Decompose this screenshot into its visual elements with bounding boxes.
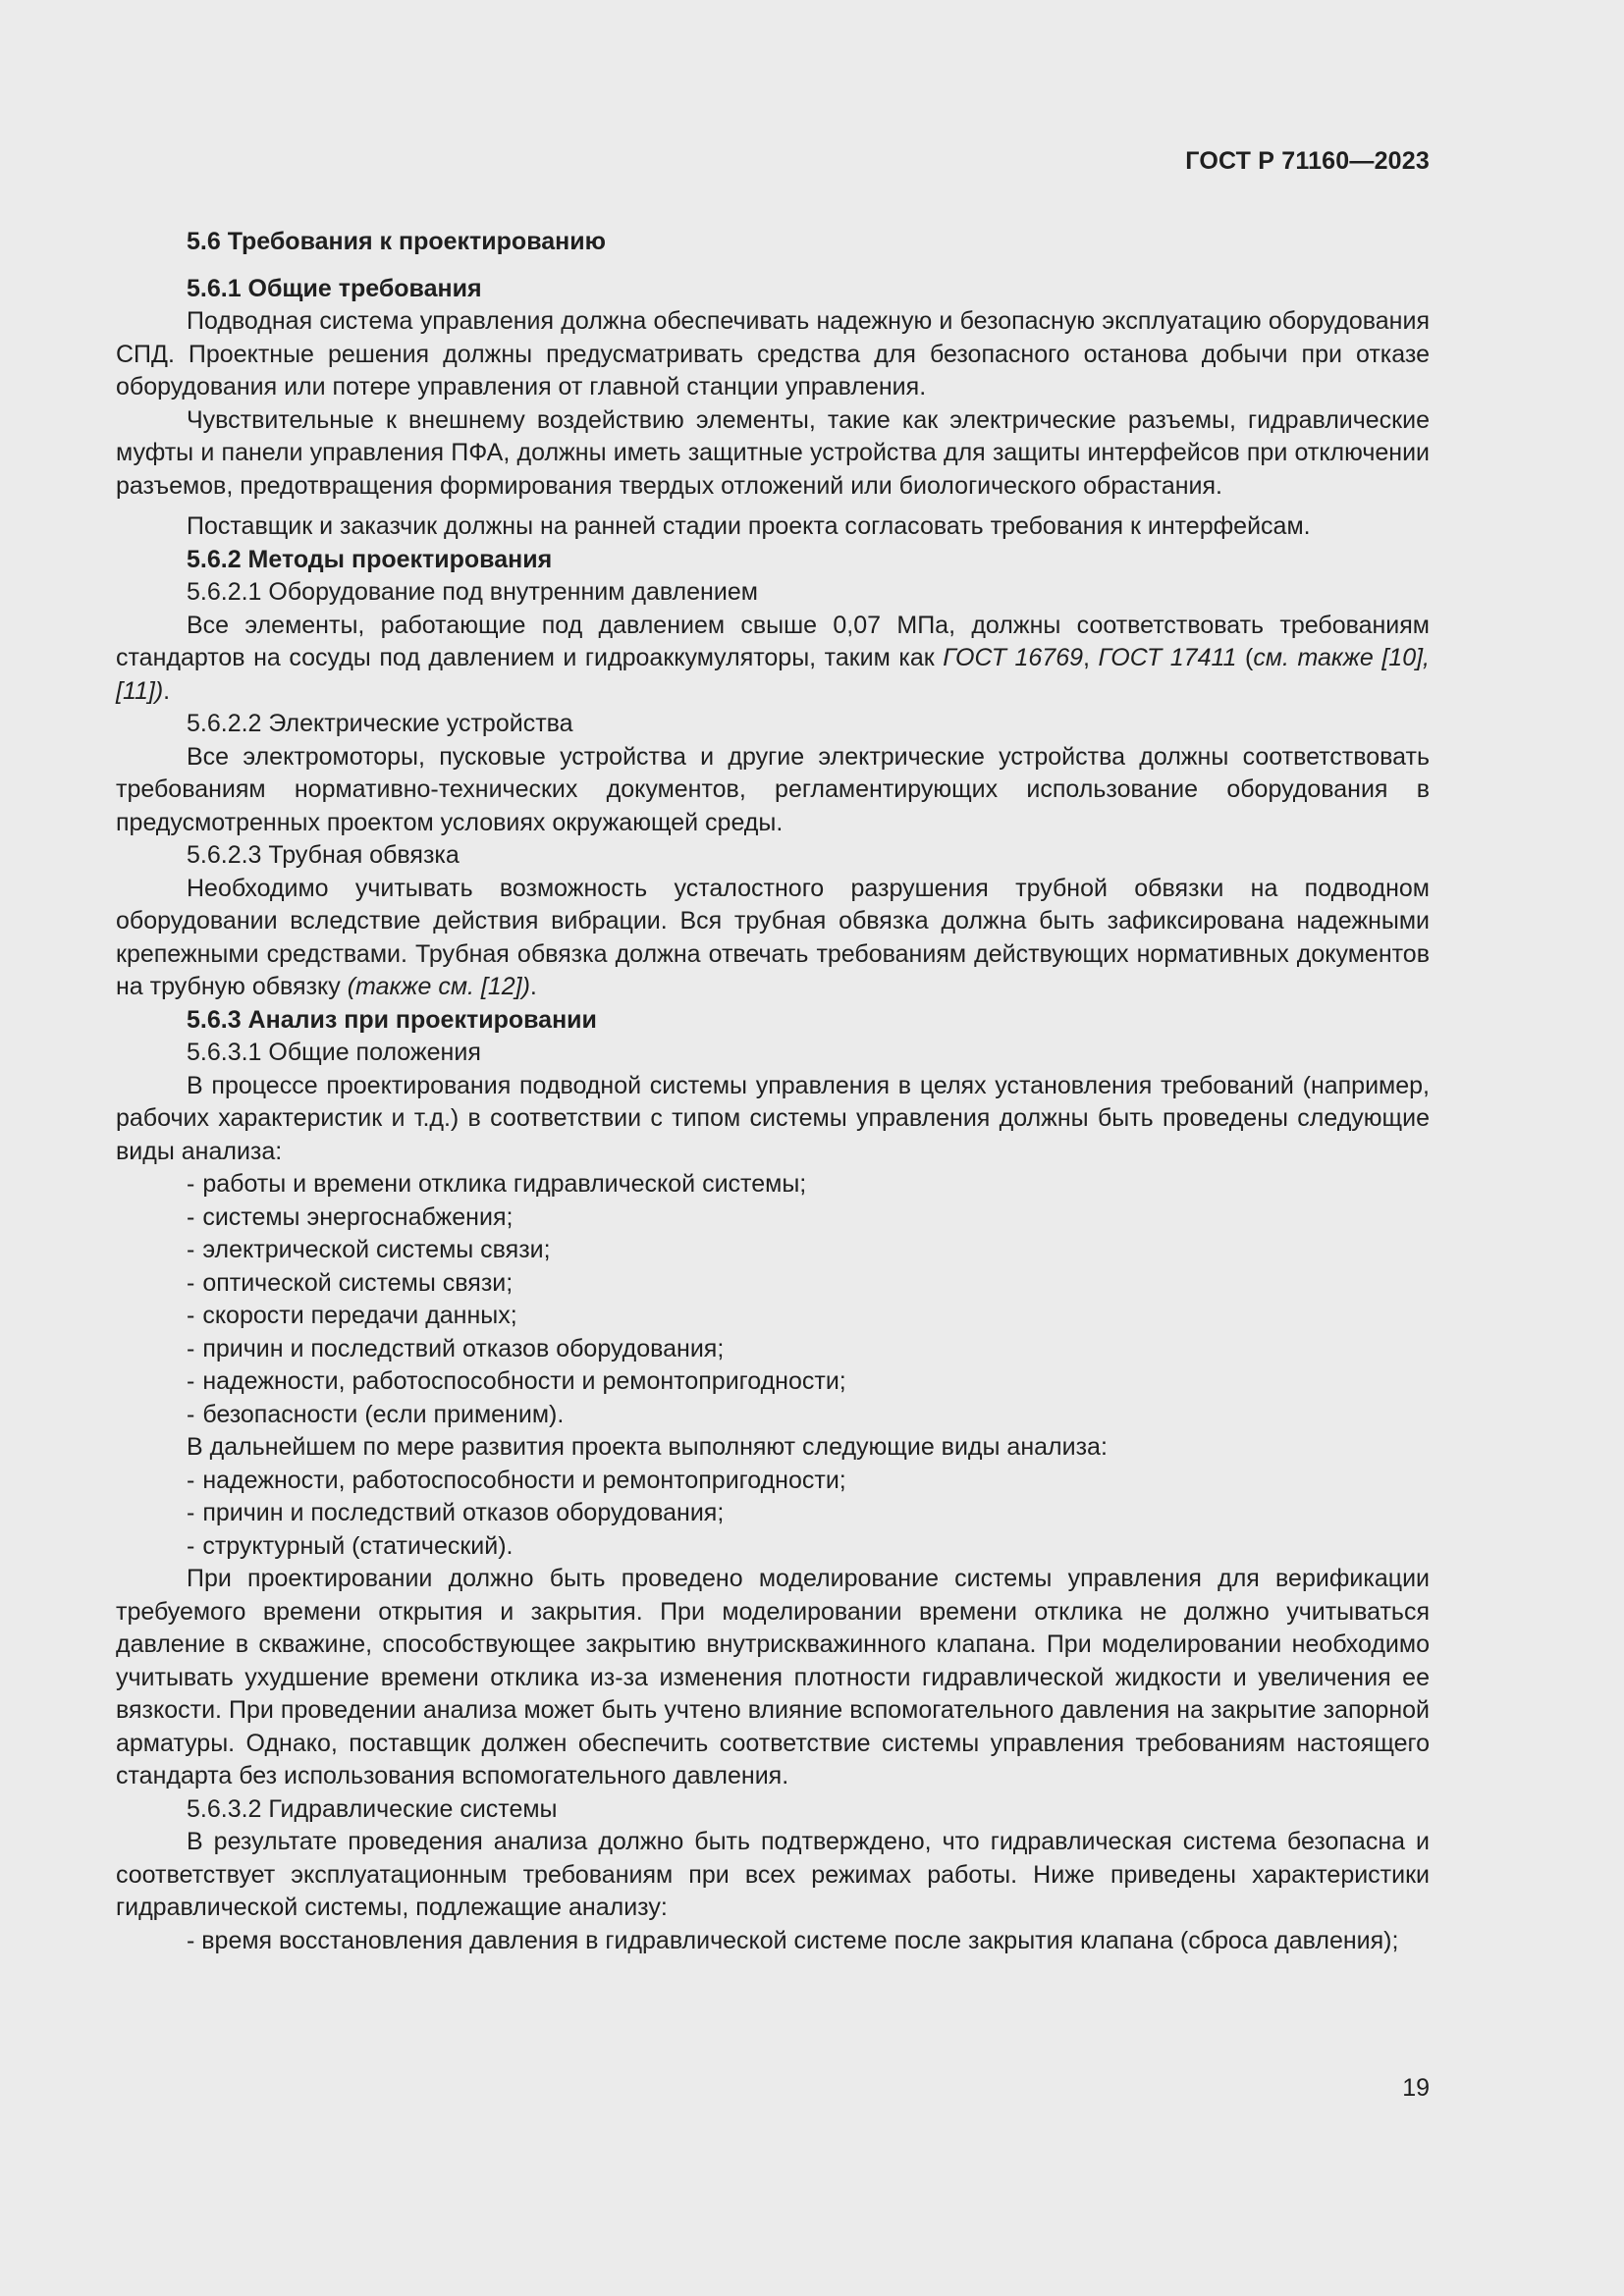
list-item [116,1399,1430,1432]
list-item [116,1234,1430,1267]
list-item [116,1333,1430,1366]
list-dash: - [187,1531,195,1560]
list-dash: - [187,1499,195,1526]
list-dash: - [187,1367,195,1395]
list-item-text: надежности, работоспособности и ремонтопригодности; [202,1466,846,1494]
clause-heading-5-6-2-2: 5.6.2.2 Электрические устройства [187,710,573,737]
list-dash: - [187,1334,195,1362]
paragraph-electrical-devices: Все электромоторы, пусковые устройства и другие электрические устройства должны соответствовать требованиям нормативно-технических документов, регламентирующих использование оборудования в предусмотренных проектом условиях окружающей среды. [116,742,1430,836]
reference-gost-16769: ГОСТ 16769 [943,644,1084,671]
section-heading-5-6: 5.6 Требования к проектированию [187,228,606,255]
list-dash: - [187,1400,195,1428]
paragraph-modeling: При проектировании должно быть проведено моделирование системы управления для верификации требуемого времени открытия и закрытия. При моделировании времени отклика не должно учитываться давление в скважине, способствующее закрытию внутрискважинного клапана. При моделировании необходимо учитывать ухудшение времени отклика из-за изменения плотности гидравлической жидкости и увеличения ее вязкости. При проведении анализа может быть учтено влияние вспомогательного давления на закрытие запорной арматуры. Однако, поставщик должен обеспечить соответствие системы управления требованиям настоящего стандарта без использования вспомогательного давления. [116,1565,1430,1789]
paragraph-general-2: Чувствительные к внешнему воздействию элементы, такие как электрические разъемы, гидравлические муфты и панели управления ПФА, должны иметь защитные устройства для защиты интерфейсов при отключении разъемов, предотвращения формирования твердых отложений или биологического обрастания. [116,405,1430,500]
reference-gost-17411: ГОСТ 17411 [1098,644,1237,671]
paragraph-general-3: Поставщик и заказчик должны на ранней стадии проекта согласовать требования к интерфейсам. [187,512,1311,540]
clause-heading-5-6-2-3: 5.6.2.3 Трубная обвязка [187,841,460,869]
list-item-text: безопасности (если применим). [202,1400,565,1428]
paragraph-piping [116,873,1430,1004]
paragraph-analysis-intro: В процессе проектирования подводной системы управления в целях установления требований (например, рабочих характеристик и т.д.) в соответствии с типом системы управления должны быть проведены следующие виды анализа: [116,1071,1430,1165]
list-item-text: электрической системы связи; [202,1236,551,1263]
list-item-text: системы энергоснабжения; [202,1202,514,1231]
clause-heading-5-6-3-1: 5.6.3.1 Общие положения [187,1039,481,1066]
reference-see-also: см. также [10], [11]) [116,644,1430,705]
list-item [116,1465,1430,1498]
reference-open: ( [1236,644,1254,671]
reference-end: . [163,676,171,705]
list-item [116,1267,1430,1301]
paragraph-hydraulic-item: - время восстановления давления в гидравлической системе после закрытия клапана (сброса давления); [187,1926,1399,1954]
paragraph-later-analysis: В дальнейшем по мере развития проекта выполняют следующие виды анализа: [187,1433,1108,1461]
analysis-list-later [116,1465,1430,1564]
list-dash: - [187,1268,195,1297]
document-code: ГОСТ Р 71160—2023 [1185,147,1430,175]
list-item-text: оптической системы связи; [202,1268,514,1297]
list-dash: - [187,1236,195,1263]
paragraph-general-1: Подводная система управления должна обеспечивать надежную и безопасную эксплуатацию оборудования СПД. Проектные решения должны предусматривать средства для безопасного останова добычи при отказе оборудования или потере управления от главной станции управления. [116,307,1430,400]
list-dash: - [187,1202,195,1231]
list-item [116,1497,1430,1530]
piping-end: . [529,973,537,1000]
piping-text: Необходимо учитывать возможность усталостного разрушения трубной обвязки на подводном оборудовании вследствие действия вибрации. Вся трубная обвязка должна быть зафиксирована надежными крепежными средствами. Трубная обвязка должна отвечать требованиям действующих нормативных документов на трубную обвязку [116,874,1430,1000]
list-item [116,1168,1430,1201]
analysis-list-initial [116,1168,1430,1431]
clause-heading-5-6-3-2: 5.6.3.2 Гидравлические системы [187,1794,558,1823]
clause-heading-5-6-2-1: 5.6.2.1 Оборудование под внутренним давлением [187,578,758,606]
paragraph-pressure-equipment [116,610,1430,709]
list-item-text: надежности, работоспособности и ремонтопригодности; [202,1367,846,1395]
list-item [116,1365,1430,1399]
subsection-heading-5-6-1: 5.6.1 Общие требования [187,274,482,302]
list-item-text: причин и последствий отказов оборудования; [202,1499,725,1526]
list-item [116,1530,1430,1564]
paragraph-hydraulic-systems: В результате проведения анализа должно быть подтверждено, что гидравлическая система безопасна и соответствует эксплуатационным требованиям при всех режимах работы. Ниже приведены характеристики гидравлической системы, подлежащие анализу: [116,1828,1430,1921]
subsection-heading-5-6-3: 5.6.3 Анализ при проектировании [187,1005,597,1034]
list-dash: - [187,1302,195,1329]
list-item-text: структурный (статический). [202,1531,514,1560]
page-number: 19 [1402,2074,1430,2102]
reference-12: (также см. [12]) [347,973,530,1000]
list-item [116,1300,1430,1333]
subsection-heading-5-6-2: 5.6.2 Методы проектирования [187,545,553,573]
list-item-text: работы и времени отклика гидравлической системы; [202,1170,807,1198]
list-item-text: скорости передачи данных; [202,1302,517,1329]
list-item [116,1201,1430,1235]
reference-separator: , [1083,644,1099,671]
list-dash: - [187,1466,195,1494]
pressure-text: Все элементы, работающие под давлением свыше 0,07 МПа, должны соответствовать требованиям стандартов на сосуды под давлением и гидроаккумуляторы, таким как [116,611,1430,671]
document-body [116,226,1430,1957]
list-item-text: причин и последствий отказов оборудования; [202,1334,725,1362]
list-dash: - [187,1170,195,1198]
